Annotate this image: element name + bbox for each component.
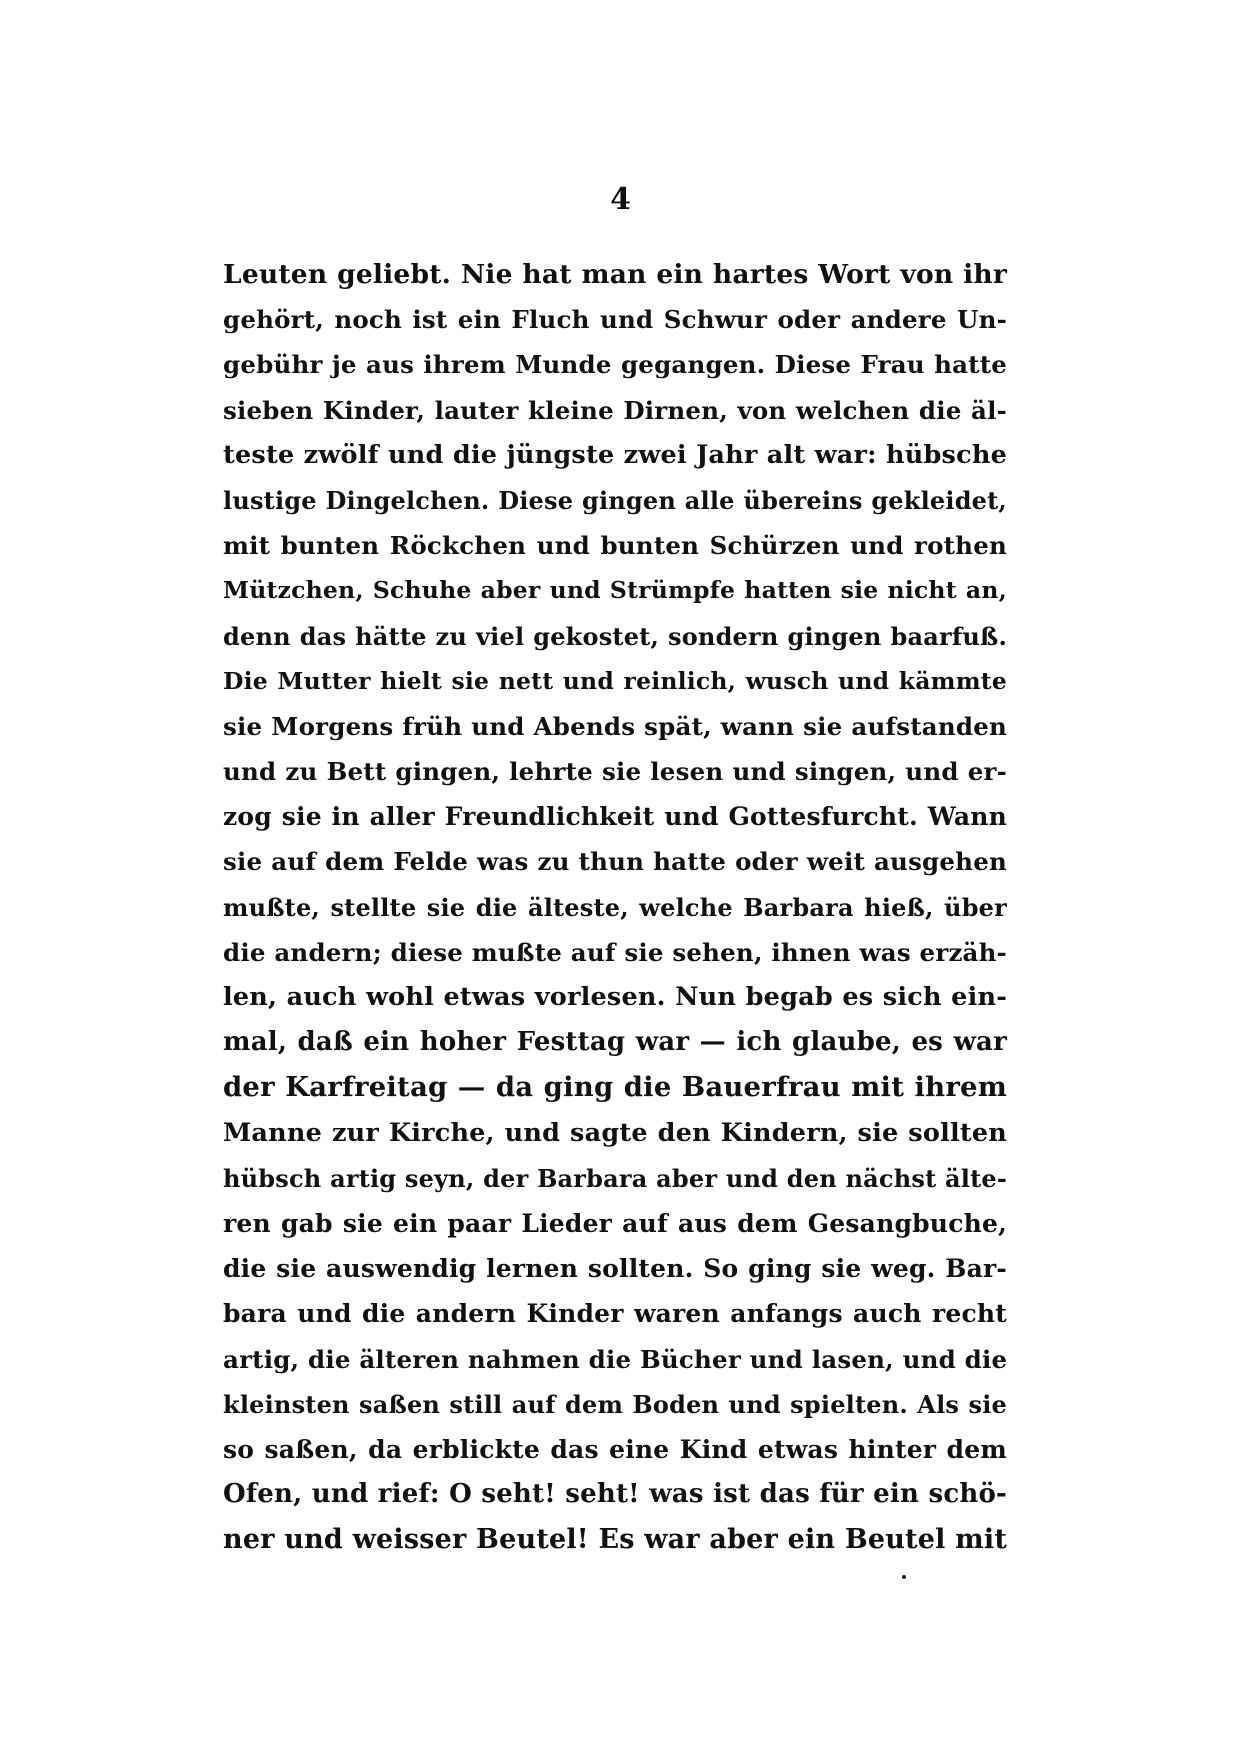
text-line: bara und die andern Kinder waren anfangs auch recht [223, 1299, 1007, 1329]
text-line: der Karfreitag — da ging die Bauerfrau mit ihrem [223, 1071, 1007, 1104]
text-line: artig, die älteren nahmen die Bücher und lasen, und die [223, 1344, 1008, 1374]
text-line: zog sie in aller Freundlichkeit und Gottesfurcht. Wann [223, 802, 1007, 832]
text-line: gebühr je aus ihrem Munde gegangen. Diese Frau hatte [223, 350, 1007, 380]
text-line: Manne zur Kirche, und sagte den Kindern, sie sollten [223, 1117, 1007, 1148]
text-line: len, auch wohl etwas vorlesen. Nun begab es sich ein- [223, 982, 1007, 1012]
text-line: Leuten geliebt. Nie hat man ein hartes Wort von ihr [223, 259, 1007, 290]
text-line: sie Morgens früh und Abends spät, wann sie aufstanden [223, 711, 1007, 741]
text-line: Ofen, und rief: O seht! seht! was ist das für ein schö- [223, 1479, 1007, 1510]
text-line: teste zwölf und die jüngste zwei Jahr alt war: hübsche [223, 439, 1007, 470]
text-line: so saßen, da erblickte das eine Kind etwas hinter dem [223, 1434, 1007, 1464]
text-line: und zu Bett gingen, lehrte sie lesen und singen, und er- [223, 757, 1007, 787]
text-line: denn das hätte zu viel gekostet, sondern gingen baarfuß. [223, 621, 1007, 651]
body-text [223, 252, 1007, 1562]
ink-speck [902, 1575, 906, 1579]
text-line: mit bunten Röckchen und bunten Schürzen und rothen [223, 531, 1007, 561]
text-line: kleinsten saßen still auf dem Boden und spielten. Als sie [223, 1389, 1007, 1419]
text-line: die sie auswendig lernen sollten. So ging sie weg. Bar- [223, 1254, 1007, 1284]
text-line: lustige Dingelchen. Diese gingen alle übereins gekleidet, [223, 485, 1007, 515]
text-line: sieben Kinder, lauter kleine Dirnen, von welchen die äl- [223, 395, 1007, 425]
text-line: hübsch artig seyn, der Barbara aber und den nächst älte- [223, 1163, 1007, 1193]
text-line: Mützchen, Schuhe aber und Strümpfe hatten sie nicht an, [223, 576, 1007, 605]
text-line: ren gab sie ein paar Lieder auf aus dem Gesangbuche, [223, 1208, 1007, 1238]
text-line: sie auf dem Felde was zu thun hatte oder weit ausgehen [223, 847, 1007, 877]
text-line: die andern; diese mußte auf sie sehen, ihnen was erzäh- [223, 937, 1008, 967]
text-line: gehört, noch ist ein Fluch und Schwur oder andere Un- [223, 305, 1007, 335]
text-line: mußte, stellte sie die älteste, welche Barbara hieß, über [223, 892, 1007, 922]
text-line: mal, daß ein hoher Festtag war — ich glaube, es war [223, 1027, 1007, 1058]
page-number: 4 [610, 182, 631, 217]
text-line: ner und weisser Beutel! Es war aber ein Beutel mit [223, 1524, 1008, 1556]
text-line: Die Mutter hielt sie nett und reinlich, wusch und kämmte [223, 666, 1007, 695]
